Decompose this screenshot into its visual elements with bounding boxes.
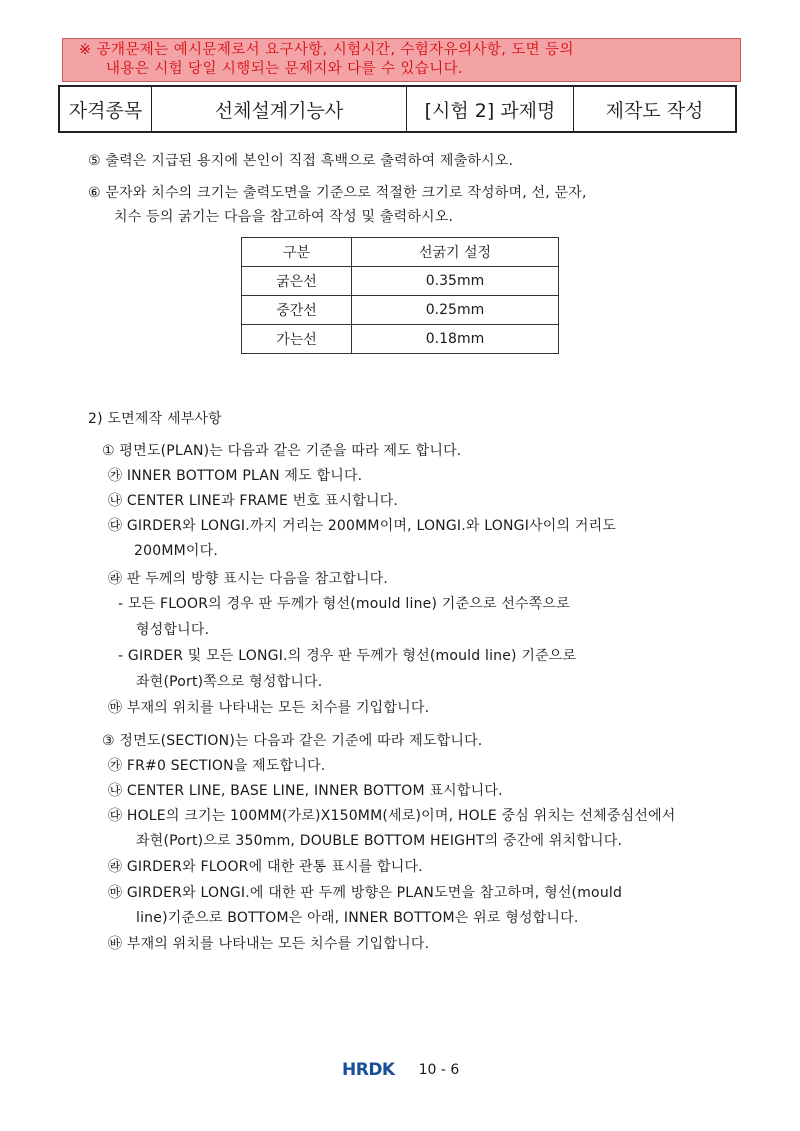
table-cell: 0.35mm [352, 267, 559, 296]
notice-line-1: ※ 공개문제는 예시문제로서 요구사항, 시험시간, 수험자유의사항, 도면 등의 [79, 42, 574, 58]
table-cell: 가는선 [242, 325, 352, 354]
table-row [242, 267, 559, 296]
detail-line: ㉰ GIRDER와 LONGI.까지 거리는 200MM이며, LONGI.와 LONGI사이의 거리도 [108, 518, 617, 534]
detail-line: ㉰ HOLE의 크기는 100MM(가로)X150MM(세로)이며, HOLE 중심 위치는 선체중심선에서 [108, 808, 676, 824]
table-row [242, 238, 559, 267]
detail-line: ㉲ 부재의 위치를 나타내는 모든 치수를 기입합니다. [108, 700, 430, 716]
detail-line: 형성합니다. [136, 622, 210, 638]
table-row [242, 325, 559, 354]
table-header: 선굵기 설정 [352, 238, 559, 267]
qualification-label: 자격종목 [60, 87, 152, 131]
line-weight-table [241, 237, 559, 354]
table-cell: 0.18mm [352, 325, 559, 354]
page-footer [342, 1060, 459, 1080]
instruction-5: ⑤ 출력은 지급된 용지에 본인이 직접 흑백으로 출력하여 제출하시오. [88, 153, 514, 169]
qualification-value: 선체설계기능사 [152, 87, 407, 131]
hrdk-logo: HRDK [342, 1060, 395, 1080]
detail-line: ③ 정면도(SECTION)는 다음과 같은 기준에 따라 제도합니다. [102, 733, 483, 749]
notice-line-2: 내용은 시험 당일 시행되는 문제지와 다를 수 있습니다. [106, 61, 464, 77]
detail-line: - GIRDER 및 모든 LONGI.의 경우 판 두께가 형선(mould line) 기준으로 [118, 648, 577, 664]
instruction-6: ⑥ 문자와 치수의 크기는 출력도면을 기준으로 적절한 크기로 작성하며, 선, 문자, [88, 185, 587, 201]
table-row [242, 296, 559, 325]
detail-line: ① 평면도(PLAN)는 다음과 같은 기준을 따라 제도 합니다. [102, 443, 462, 459]
table-cell: 중간선 [242, 296, 352, 325]
exam-info-table [58, 85, 737, 133]
table-cell: 굵은선 [242, 267, 352, 296]
page-number: 10 - 6 [418, 1062, 460, 1078]
detail-line: ㉱ GIRDER와 FLOOR에 대한 관통 표시를 합니다. [108, 859, 423, 875]
detail-line: 좌현(Port)으로 350mm, DOUBLE BOTTOM HEIGHT의 중간에 위치합니다. [136, 833, 623, 849]
detail-line: ㉮ INNER BOTTOM PLAN 제도 합니다. [108, 468, 363, 484]
detail-line: 200MM이다. [134, 543, 218, 559]
detail-line: ㉱ 판 두께의 방향 표시는 다음을 참고합니다. [108, 571, 389, 587]
detail-line: ㉯ CENTER LINE과 FRAME 번호 표시합니다. [108, 493, 399, 509]
detail-line: line)기준으로 BOTTOM은 아래, INNER BOTTOM은 위로 형성합니다. [136, 910, 579, 926]
detail-line: ㉳ 부재의 위치를 나타내는 모든 치수를 기입합니다. [108, 936, 430, 952]
notice-banner [62, 38, 741, 82]
task-value: 제작도 작성 [605, 99, 704, 122]
section-title: 2) 도면제작 세부사항 [88, 411, 222, 427]
detail-line: ㉲ GIRDER와 LONGI.에 대한 판 두께 방향은 PLAN도면을 참고하며, 형선(mould [108, 885, 623, 901]
table-header: 구분 [242, 238, 352, 267]
task-label: [시험 2] 과제명 [407, 87, 574, 131]
table-cell: 0.25mm [352, 296, 559, 325]
instruction-6-cont: 치수 등의 굵기는 다음을 참고하여 작성 및 출력하시오. [114, 209, 454, 225]
detail-line: ㉮ FR#0 SECTION을 제도합니다. [108, 758, 326, 774]
detail-line: ㉯ CENTER LINE, BASE LINE, INNER BOTTOM 표시합니다. [108, 783, 503, 799]
detail-line: - 모든 FLOOR의 경우 판 두께가 형선(mould line) 기준으로 선수쪽으로 [118, 596, 570, 612]
detail-line: 좌현(Port)쪽으로 형성합니다. [136, 674, 323, 690]
